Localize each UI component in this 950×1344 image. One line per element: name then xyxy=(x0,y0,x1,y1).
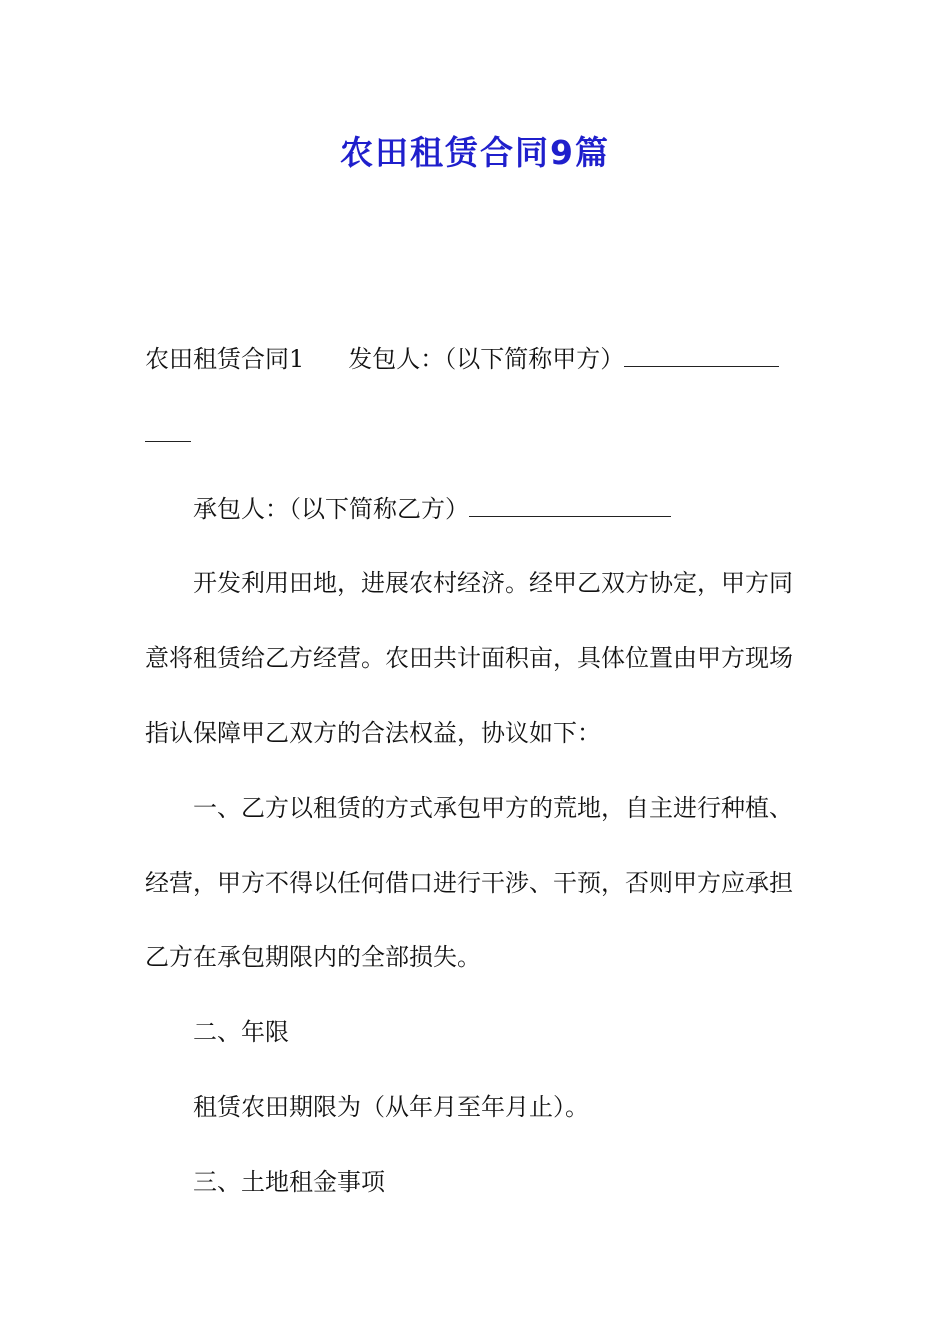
clause-two-text: 租赁农田期限为（从年月至年月止）。 xyxy=(193,1093,589,1121)
clause-one-line: 乙方在承包期限内的全部损失。 xyxy=(145,943,481,971)
issuer-blank-continued xyxy=(145,415,191,442)
paragraph-line: 意将租赁给乙方经营。农田共计面积亩，具体位置由甲方现场 xyxy=(145,644,793,672)
issuer-blank xyxy=(624,340,779,367)
issuer-blank-continued-line xyxy=(145,414,810,454)
clause-two-heading: 二、年限 xyxy=(193,1018,289,1046)
contract-label: 农田租赁合同1 xyxy=(145,345,305,373)
paragraph-line: 指认保障甲乙双方的合法权益，协议如下： xyxy=(145,719,601,747)
clause-one-line: 一、乙方以租赁的方式承包甲方的荒地，自主进行种植、 xyxy=(193,794,793,822)
issuer-line xyxy=(145,339,810,379)
contractor-label: 承包人：（以下简称乙方） xyxy=(193,495,469,523)
contractor-blank xyxy=(469,490,671,517)
paragraph-line: 开发利用田地，进展农村经济。经甲乙双方协定，甲方同 xyxy=(193,569,793,597)
clause-one-line: 经营，甲方不得以任何借口进行干涉、干预，否则甲方应承担 xyxy=(145,869,793,897)
contractor-line xyxy=(193,489,858,529)
document-title: 农田租赁合同9篇 xyxy=(340,133,610,172)
issuer-label: 发包人：（以下简称甲方） xyxy=(348,345,625,373)
clause-three-heading: 三、土地租金事项 xyxy=(193,1168,385,1196)
